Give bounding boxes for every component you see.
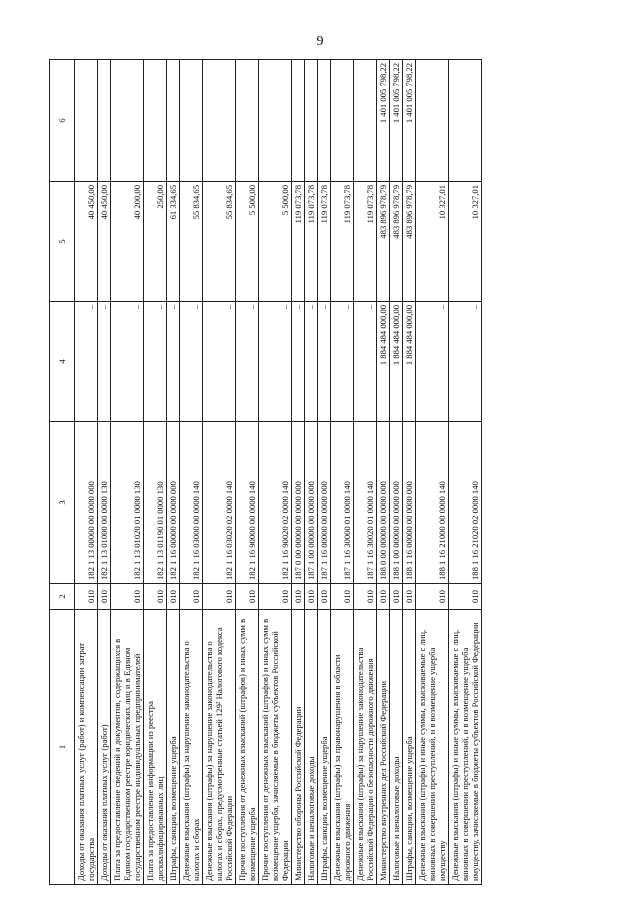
row-unexecuted — [416, 60, 449, 182]
row-executed: 119 073,78 — [318, 182, 331, 302]
row-budget-code: 188 1 16 00000 00 0000 000 — [403, 422, 416, 584]
header-cell: 3 — [50, 422, 75, 584]
revenue-table — [49, 59, 482, 885]
row-unexecuted: 1 401 005 798,22 — [403, 60, 416, 182]
row-executed: 40 450,00 — [75, 182, 98, 302]
row-budget-code: 187 0 00 00000 00 0000 000 — [292, 422, 305, 584]
row-unexecuted — [180, 60, 203, 182]
table-row — [98, 60, 111, 885]
row-name: Денежные взыскания (штрафы) и иные суммы, взыскиваемые с лиц, виновных в совершении преступлений, и в возмещение ущерба имуществу, зачисляемые в бюджеты субъектов Российской Федерации — [449, 610, 482, 885]
row-code-line: 010 — [144, 584, 167, 610]
row-name: Налоговые и неналоговые доходы — [305, 610, 318, 885]
table-row — [75, 60, 98, 885]
row-executed: 483 896 978,79 — [390, 182, 403, 302]
table-row — [144, 60, 167, 885]
row-budget-code: 187 1 00 00000 00 0000 000 — [305, 422, 318, 584]
row-name: Денежные взыскания (штрафы) за нарушение законодательства Российской Федерации о безопасности дорожного движения — [354, 610, 377, 885]
row-budget-code: 188 1 16 21000 00 0000 140 — [416, 422, 449, 584]
row-executed: 55 834,65 — [180, 182, 203, 302]
row-code-line: 010 — [331, 584, 354, 610]
row-code-line: 010 — [449, 584, 482, 610]
row-plan: – — [111, 302, 144, 422]
row-unexecuted — [167, 60, 180, 182]
table-header-row — [50, 60, 75, 885]
header-cell: 1 — [50, 610, 75, 885]
row-budget-code: 188 1 16 21020 02 0000 140 — [449, 422, 482, 584]
row-plan: 1 884 484 000,00 — [390, 302, 403, 422]
table-row — [449, 60, 482, 885]
row-executed: 483 896 978,79 — [403, 182, 416, 302]
header-cell: 4 — [50, 302, 75, 422]
row-name: Плата за предоставление информации из реестра дисквалифицированных лиц — [144, 610, 167, 885]
row-executed: 5 500,00 — [236, 182, 259, 302]
table-row — [331, 60, 354, 885]
row-plan: – — [180, 302, 203, 422]
header-cell: 5 — [50, 182, 75, 302]
row-unexecuted: 1 401 005 798,22 — [390, 60, 403, 182]
row-code-line: 010 — [305, 584, 318, 610]
row-code-line: 010 — [292, 584, 305, 610]
row-name: Штрафы, санкции, возмещение ущерба — [403, 610, 416, 885]
row-unexecuted — [203, 60, 236, 182]
row-unexecuted — [111, 60, 144, 182]
table-row — [180, 60, 203, 885]
row-name: Денежные взыскания (штрафы) за нарушение законодательства о налогах и сборах — [180, 610, 203, 885]
row-budget-code: 182 1 16 90020 02 0000 140 — [259, 422, 292, 584]
row-plan: 1 884 484 000,00 — [377, 302, 390, 422]
table-row — [305, 60, 318, 885]
table-row — [390, 60, 403, 885]
row-unexecuted — [75, 60, 98, 182]
row-unexecuted: 1 401 005 798,22 — [377, 60, 390, 182]
row-name: Прочие поступления от денежных взысканий (штрафов) и иных сумм в возмещение ущерба, зачисляемые в бюджеты субъектов Российской Федерации — [259, 610, 292, 885]
row-executed: 10 327,01 — [416, 182, 449, 302]
header-cell: 6 — [50, 60, 75, 182]
row-name: Денежные взыскания (штрафы) за правонарушения в области дорожного движения — [331, 610, 354, 885]
row-code-line: 010 — [203, 584, 236, 610]
row-code-line: 010 — [167, 584, 180, 610]
header-cell: 2 — [50, 584, 75, 610]
row-code-line: 010 — [354, 584, 377, 610]
row-executed: 483 896 978,79 — [377, 182, 390, 302]
table-row — [259, 60, 292, 885]
row-budget-code: 182 1 13 01000 00 0000 130 — [98, 422, 111, 584]
row-unexecuted — [144, 60, 167, 182]
row-code-line: 010 — [180, 584, 203, 610]
row-code-line: 010 — [236, 584, 259, 610]
row-name: Денежные взыскания (штрафы) за нарушение законодательства о налогах и сборах, предусмотренные статьей 129² Налогового кодекса Российской Федерации — [203, 610, 236, 885]
table-row — [403, 60, 416, 885]
row-budget-code: 188 0 00 00000 00 0000 000 — [377, 422, 390, 584]
row-executed: 10 327,01 — [449, 182, 482, 302]
row-budget-code: 182 1 16 90000 00 0000 140 — [236, 422, 259, 584]
row-plan: – — [292, 302, 305, 422]
row-budget-code: 187 1 16 00000 00 0000 000 — [318, 422, 331, 584]
row-executed: 119 073,78 — [292, 182, 305, 302]
row-name: Доходы от оказания платных услуг (работ) и компенсации затрат государства — [75, 610, 98, 885]
row-plan: – — [167, 302, 180, 422]
row-unexecuted — [236, 60, 259, 182]
row-executed: 61 334,65 — [167, 182, 180, 302]
table-row — [354, 60, 377, 885]
row-executed: 119 073,78 — [354, 182, 377, 302]
row-plan: – — [236, 302, 259, 422]
row-plan: 1 884 484 000,00 — [403, 302, 416, 422]
row-budget-code: 187 1 16 30000 01 0000 140 — [331, 422, 354, 584]
row-name: Штрафы, санкции, возмещение ущерба — [167, 610, 180, 885]
row-unexecuted — [305, 60, 318, 182]
row-unexecuted — [318, 60, 331, 182]
rotated-table-container — [49, 60, 519, 885]
row-plan: – — [354, 302, 377, 422]
row-code-line: 010 — [390, 584, 403, 610]
row-code-line: 010 — [403, 584, 416, 610]
row-plan: – — [203, 302, 236, 422]
row-executed: 119 073,78 — [305, 182, 318, 302]
row-executed: 119 073,78 — [331, 182, 354, 302]
row-executed: 55 834,65 — [203, 182, 236, 302]
row-unexecuted — [331, 60, 354, 182]
table-row — [292, 60, 305, 885]
row-code-line: 010 — [75, 584, 98, 610]
table-row — [318, 60, 331, 885]
row-plan: – — [75, 302, 98, 422]
row-code-line: 010 — [416, 584, 449, 610]
row-name: Доходы от оказания платных услуг (работ) — [98, 610, 111, 885]
row-name: Министерство обороны Российской Федерации — [292, 610, 305, 885]
row-unexecuted — [259, 60, 292, 182]
row-name: Министерство внутренних дел Российской Федерации — [377, 610, 390, 885]
row-code-line: 010 — [111, 584, 144, 610]
row-budget-code: 188 1 00 00000 00 0000 000 — [390, 422, 403, 584]
row-executed: 40 450,00 — [98, 182, 111, 302]
row-code-line: 010 — [377, 584, 390, 610]
row-code-line: 010 — [259, 584, 292, 610]
row-plan: – — [259, 302, 292, 422]
table-row — [236, 60, 259, 885]
row-budget-code: 182 1 13 00000 00 0000 000 — [75, 422, 98, 584]
table-row — [377, 60, 390, 885]
row-plan: – — [305, 302, 318, 422]
table-row — [111, 60, 144, 885]
row-name: Плата за предоставление сведений и документов, содержащихся в Едином государственном реестре юридических лиц и в Едином государственном реестре индивидуальных предпринимателей — [111, 610, 144, 885]
table-row — [167, 60, 180, 885]
row-code-line: 010 — [318, 584, 331, 610]
row-name: Прочие поступления от денежных взысканий (штрафов) и иных сумм в возмещение ущерба — [236, 610, 259, 885]
row-name: Налоговые и неналоговые доходы — [390, 610, 403, 885]
table-row — [203, 60, 236, 885]
page-number: 9 — [316, 34, 324, 49]
row-plan: – — [318, 302, 331, 422]
row-executed: 250,00 — [144, 182, 167, 302]
row-plan: – — [144, 302, 167, 422]
row-plan: – — [449, 302, 482, 422]
row-budget-code: 182 1 13 01190 01 0000 130 — [144, 422, 167, 584]
row-budget-code: 182 1 16 03000 00 0000 140 — [180, 422, 203, 584]
row-unexecuted — [354, 60, 377, 182]
row-unexecuted — [449, 60, 482, 182]
row-plan: – — [331, 302, 354, 422]
row-executed: 5 500,00 — [259, 182, 292, 302]
row-budget-code: 182 1 16 03020 02 0000 140 — [203, 422, 236, 584]
table-row — [416, 60, 449, 885]
row-budget-code: 182 1 16 00000 00 0000 000 — [167, 422, 180, 584]
row-unexecuted — [98, 60, 111, 182]
row-unexecuted — [292, 60, 305, 182]
row-name: Штрафы, санкции, возмещение ущерба — [318, 610, 331, 885]
row-plan: – — [98, 302, 111, 422]
row-name: Денежные взыскания (штрафы) и иные суммы, взыскиваемые с лиц, виновных в совершении преступлений, и в возмещение ущерба имуществу — [416, 610, 449, 885]
row-plan: – — [416, 302, 449, 422]
row-executed: 40 200,00 — [111, 182, 144, 302]
row-budget-code: 182 1 13 01020 01 0000 130 — [111, 422, 144, 584]
row-code-line: 010 — [98, 584, 111, 610]
row-budget-code: 187 1 16 30020 01 0000 140 — [354, 422, 377, 584]
